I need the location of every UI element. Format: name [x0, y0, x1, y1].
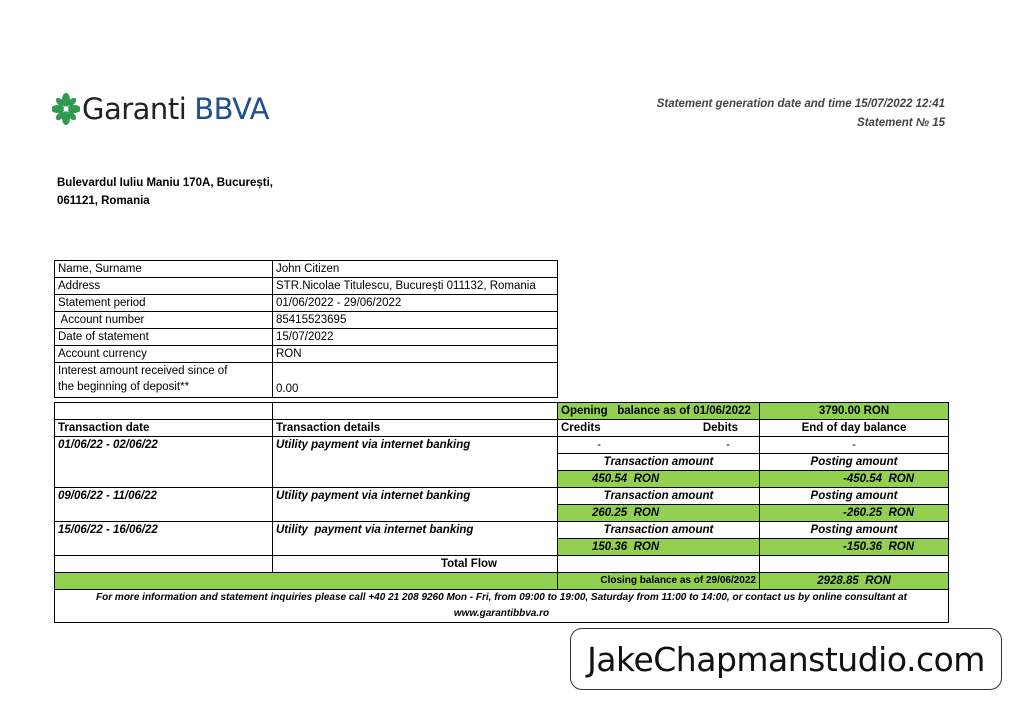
- bank-logo: [52, 92, 269, 126]
- column-headers: [55, 420, 949, 437]
- col-header-details: Transaction details: [273, 420, 558, 437]
- footer-website: www.garantibbva.ro: [453, 608, 550, 619]
- total-flow-label: Total Flow: [273, 556, 558, 573]
- col-header-debits: Debits: [702, 422, 738, 434]
- transaction-date: 15/06/22 - 16/06/22: [55, 522, 273, 556]
- interest-value: 0.00: [273, 363, 558, 398]
- info-row: [55, 261, 558, 278]
- period-value: 01/06/2022 - 29/06/2022: [273, 295, 558, 312]
- closing-label: Closing balance as of 29/06/2022: [558, 573, 760, 590]
- empty-cell: [273, 403, 558, 420]
- address-label: Address: [55, 278, 273, 295]
- period-label: Statement period: [55, 295, 273, 312]
- footer-note: [55, 590, 949, 623]
- credits-debits-cell: [558, 437, 760, 454]
- transactions-table: [54, 402, 949, 623]
- logo-garanti-text: Garanti: [82, 92, 187, 126]
- total-flow-row: [55, 556, 949, 573]
- interest-label: [55, 363, 273, 398]
- footer-row: [55, 590, 949, 623]
- transaction-amount-label: Transaction amount: [558, 454, 760, 471]
- posting-amount-label: Posting amount: [760, 488, 949, 505]
- col-header-credits: Credits: [561, 422, 601, 434]
- transaction-date: 09/06/22 - 11/06/22: [55, 488, 273, 522]
- clover-icon: [52, 93, 80, 125]
- table-row: [55, 522, 949, 539]
- closing-spacer: [55, 573, 558, 590]
- posting-amount-label: Posting amount: [760, 522, 949, 539]
- name-value: John Citizen: [273, 261, 558, 278]
- info-row: [55, 329, 558, 346]
- transaction-amount: 260.25 RON: [558, 505, 760, 522]
- account-label: Account number: [55, 312, 273, 329]
- opening-row: [55, 403, 949, 420]
- bank-address: [57, 174, 273, 210]
- info-row: [55, 346, 558, 363]
- info-row: [55, 278, 558, 295]
- transaction-amount: 450.54 RON: [558, 471, 760, 488]
- transaction-amount: 150.36 RON: [558, 539, 760, 556]
- col-header-balance: End of day balance: [760, 420, 949, 437]
- info-row: [55, 363, 558, 398]
- info-row: [55, 295, 558, 312]
- interest-label-line1: Interest amount received since of: [58, 365, 228, 377]
- closing-row: [55, 573, 949, 590]
- table-row: [55, 437, 949, 454]
- transaction-details: Utility payment via internet banking: [273, 437, 558, 488]
- opening-label: Opening balance as of 01/06/2022: [558, 403, 760, 420]
- footer-line1: For more information and statement inquiries please call +40 21 208 9260 Mon - Fri, from 09:00 to 19:00, Saturday from 11:00 to 14:00, or contact us by online consultant at: [96, 592, 907, 603]
- transaction-details: Utility payment via internet banking: [273, 522, 558, 556]
- transaction-date: 01/06/22 - 02/06/22: [55, 437, 273, 488]
- customer-info-table: [54, 260, 558, 398]
- closing-value: 2928.85 RON: [760, 573, 949, 590]
- transaction-details: Utility payment via internet banking: [273, 488, 558, 522]
- bank-address-line1: Bulevardul Iuliu Maniu 170A, București,: [57, 177, 273, 189]
- watermark: JakeChapmanstudio.com: [570, 628, 1002, 690]
- statement-number: Statement № 15: [857, 117, 945, 129]
- account-value: 85415523695: [273, 312, 558, 329]
- date-label: Date of statement: [55, 329, 273, 346]
- opening-value: 3790.00 RON: [760, 403, 949, 420]
- interest-label-line2: the beginning of deposit**: [58, 381, 190, 393]
- credits-value: -: [597, 439, 601, 451]
- date-value: 15/07/2022: [273, 329, 558, 346]
- currency-label: Account currency: [55, 346, 273, 363]
- name-label: Name, Surname: [55, 261, 273, 278]
- address-value: STR.Nicolae Titulescu, București 011132, Romania: [273, 278, 558, 295]
- posting-amount: -260.25 RON: [760, 505, 949, 522]
- info-row: [55, 312, 558, 329]
- posting-amount: -450.54 RON: [760, 471, 949, 488]
- generation-datetime: Statement generation date and time 15/07/2022 12:41: [656, 98, 945, 110]
- statement-header: [657, 95, 945, 133]
- empty-cell: [55, 403, 273, 420]
- debits-value: -: [726, 439, 730, 451]
- transaction-amount-label: Transaction amount: [558, 522, 760, 539]
- logo-bbva-text: BBVA: [194, 92, 269, 126]
- balance-value: -: [760, 437, 949, 454]
- posting-amount-label: Posting amount: [760, 454, 949, 471]
- col-header-date: Transaction date: [55, 420, 273, 437]
- empty-cell: [55, 556, 273, 573]
- bank-address-line2: 061121, Romania: [57, 195, 150, 207]
- empty-cell: [760, 556, 949, 573]
- empty-cell: [558, 556, 760, 573]
- col-header-credits-debits: [558, 420, 760, 437]
- posting-amount: -150.36 RON: [760, 539, 949, 556]
- currency-value: RON: [273, 346, 558, 363]
- transaction-amount-label: Transaction amount: [558, 488, 760, 505]
- table-row: [55, 488, 949, 505]
